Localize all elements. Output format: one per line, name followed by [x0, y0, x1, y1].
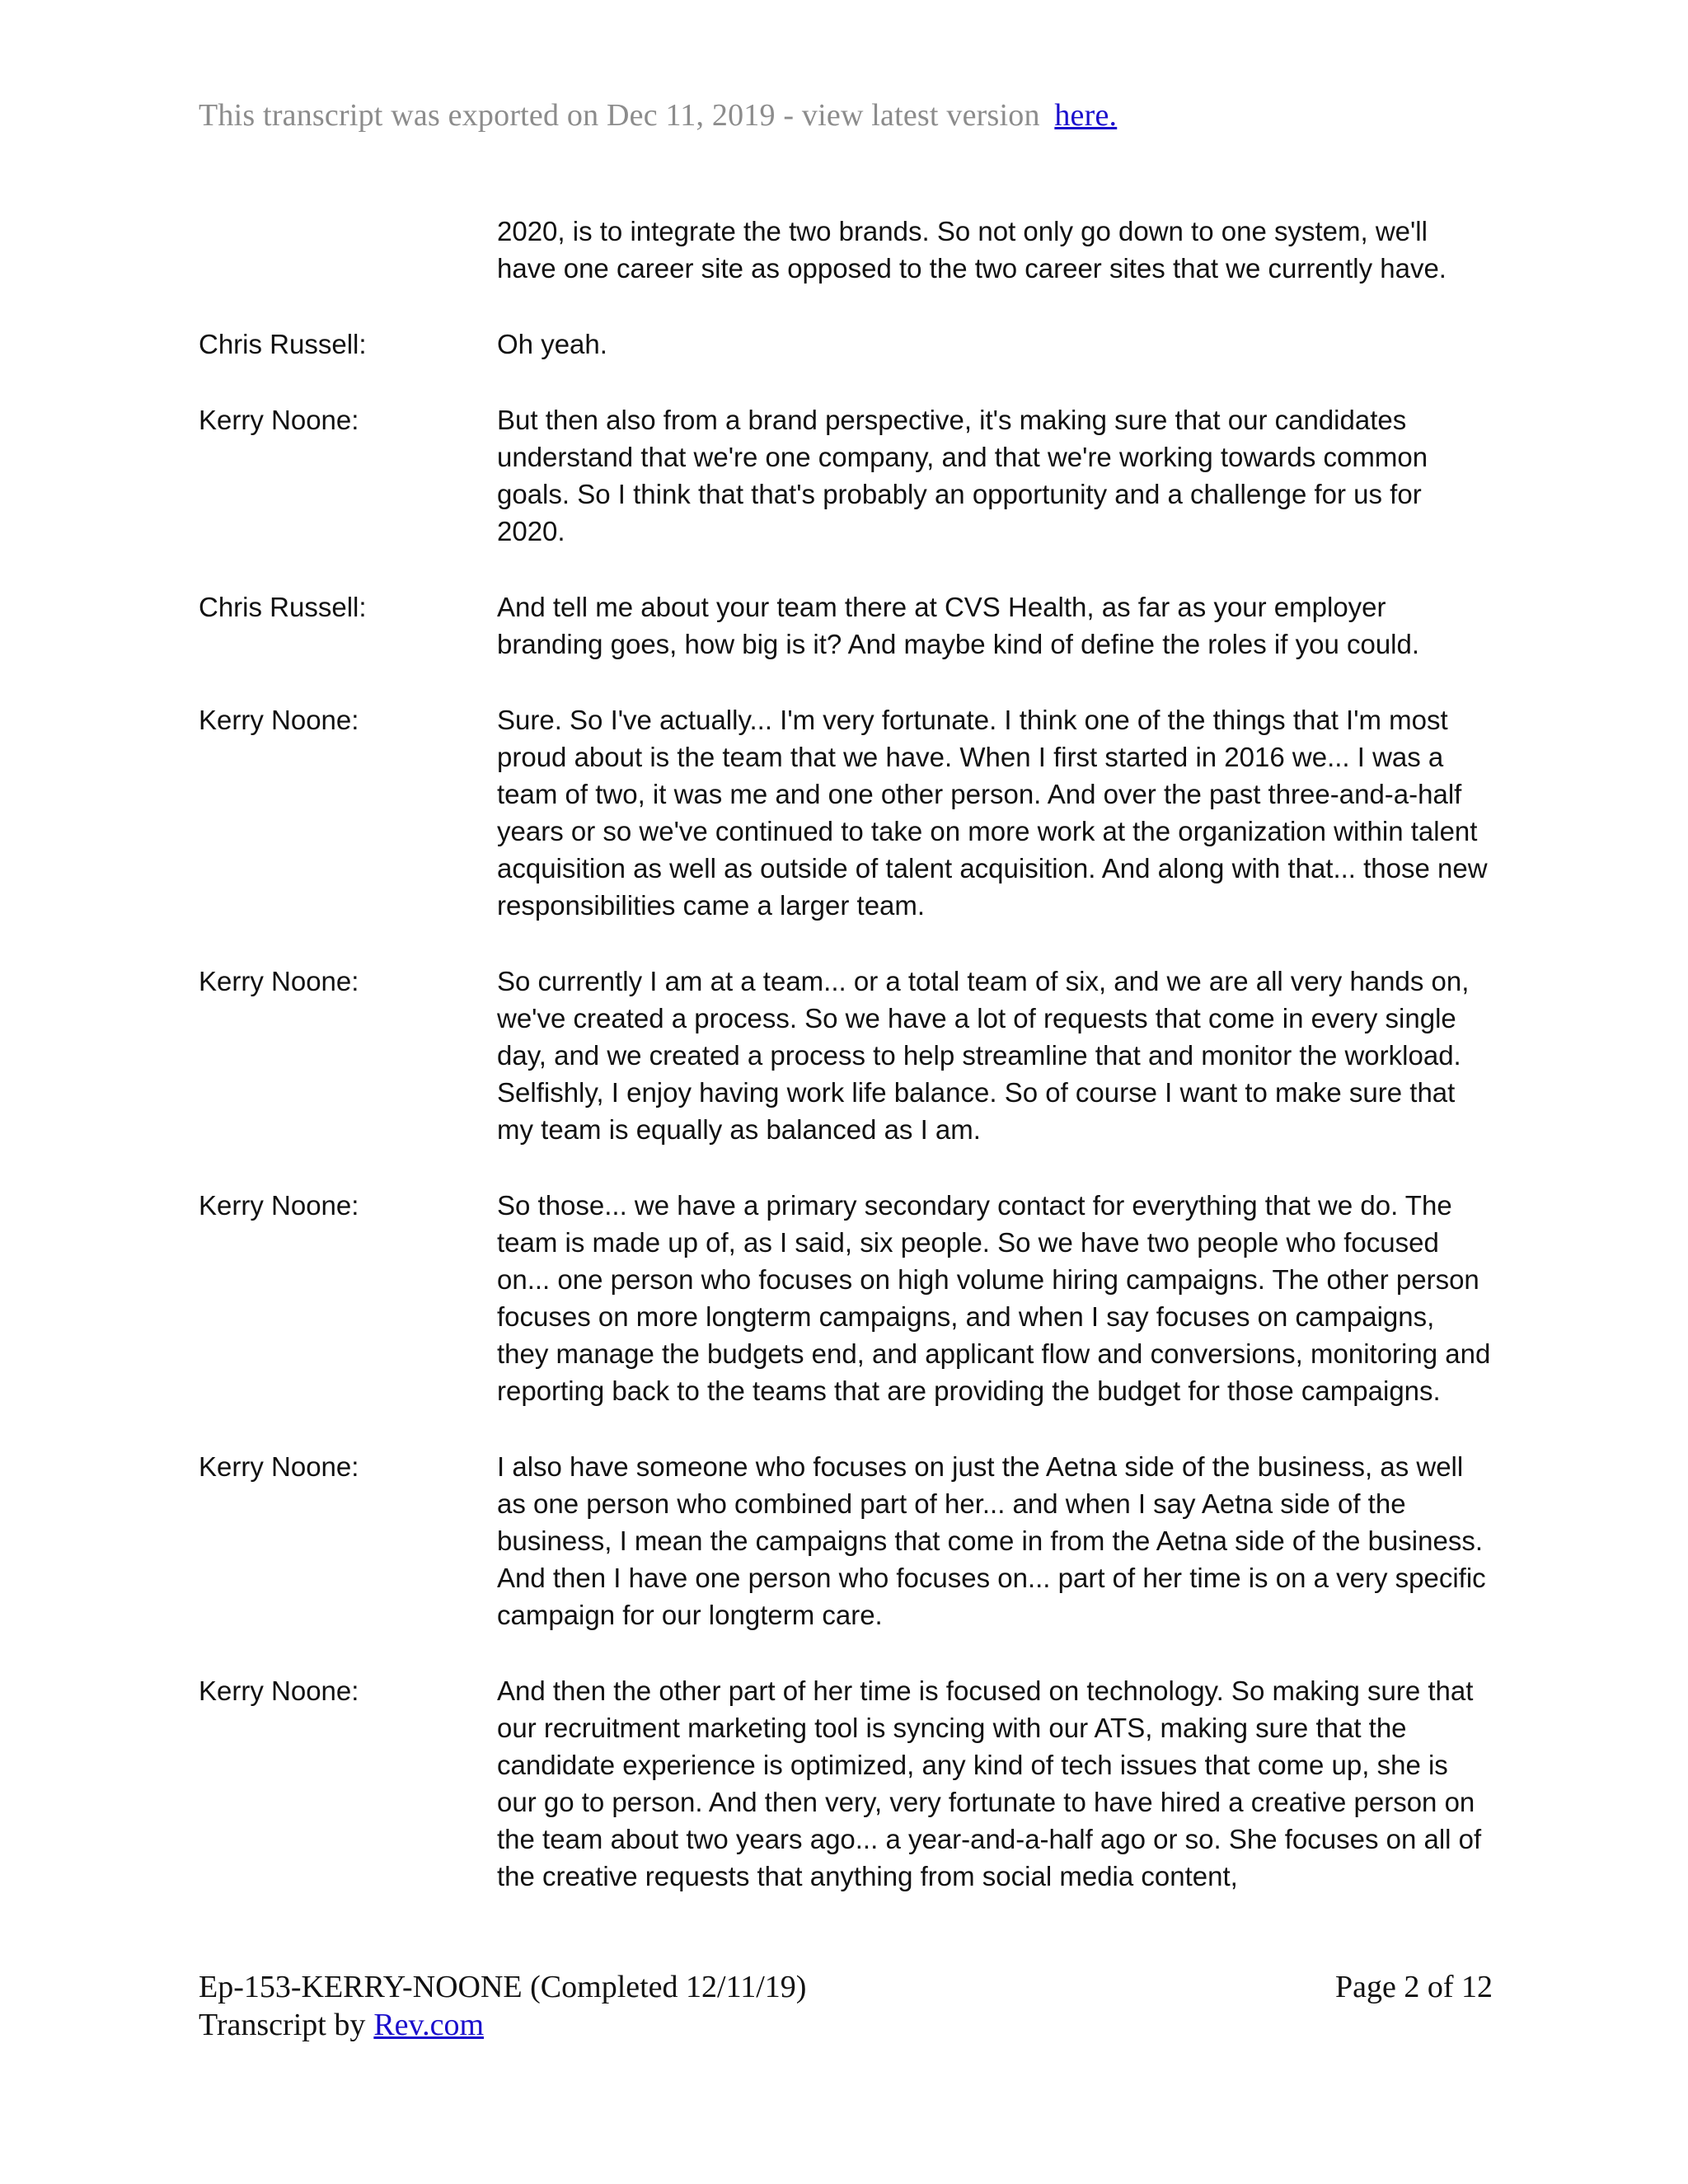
transcript-entry [199, 1187, 1493, 1409]
speech-text: So those... we have a primary secondary contact for everything that we do. The team is made up of, as I said, six people. So we have two people who focused on... one person who focuses on high volume hiring campaigns. The other person focuses on more longterm campaigns, and when I say focuses on campaigns, they manage the budgets end, and applicant flow and conversions, monitoring and reporting back to the teams that are providing the budget for those campaigns. [497, 1190, 1491, 1406]
transcript-credit [199, 2006, 484, 2044]
transcript-entry [199, 1448, 1493, 1633]
speaker-name [199, 213, 497, 287]
transcript-entry [199, 588, 1493, 663]
page-footer [199, 1968, 1493, 2044]
speaker-name: Kerry Noone: [199, 1190, 359, 1221]
transcript-entry [199, 401, 1493, 550]
speech-text: I also have someone who focuses on just the Aetna side of the business, as well as one person who combined part of her... and when I say Aetna side of the business, I mean the campaigns that come in from the Aetna side of the business. And then I have one person who focuses on... part of her time is on a very specific campaign for our longterm care. [497, 1451, 1486, 1630]
speech-text: And tell me about your team there at CVS Health, as far as your employer branding goes, how big is it? And maybe kind of define the roles if you could. [497, 592, 1420, 659]
speaker-name: Kerry Noone: [199, 966, 359, 996]
speaker-name: Kerry Noone: [199, 705, 359, 735]
footer-top-row [199, 1968, 1493, 2006]
transcript-entry [199, 326, 1493, 363]
speaker-name: Kerry Noone: [199, 405, 359, 435]
document-title: Ep-153-KERRY-NOONE (Completed 12/11/19) [199, 1970, 807, 2004]
speech-text: So currently I am at a team... or a total team of six, and we are all very hands on, we've created a process. So we have a lot of requests that come in every single day, and we created a process to help streamline that and monitor the workload. Selfishly, I enjoy having work life balance. So of course I want to make sure that my team is equally as balanced as I am. [497, 966, 1470, 1145]
footer-credit-row [199, 2006, 1493, 2044]
export-notice-text: This transcript was exported on Dec 11, 2019 - view latest version [199, 98, 1040, 133]
page-number: Page 2 of 12 [1334, 1970, 1493, 2004]
speech-text: And then the other part of her time is focused on technology. So making sure that our recruitment marketing tool is syncing with our ATS, making sure that the candidate experience is optimized, any kind of tech issues that come up, she is our go to person. And then very, very fortunate to have hired a creative person on the team about two years ago... a year-and-a-half ago or so. She focuses on all of the creative requests that anything from social media content, [497, 1675, 1482, 1891]
latest-version-link[interactable]: here. [1054, 98, 1118, 133]
rev-link[interactable]: Rev.com [373, 2008, 484, 2042]
speaker-name: Kerry Noone: [199, 1451, 359, 1482]
transcript-entry [199, 213, 1493, 287]
credit-label: Transcript by [199, 2008, 366, 2042]
speech-text: Oh yeah. [497, 329, 607, 359]
transcript-body [199, 213, 1493, 1933]
transcript-entry [199, 963, 1493, 1148]
speech-text: But then also from a brand perspective, it's making sure that our candidates understand that we're one company, and that we're working towards common goals. So I think that that's probably an opportunity and a challenge for us for 2020. [497, 405, 1428, 546]
speech-text: Sure. So I've actually... I'm very fortunate. I think one of the things that I'm most proud about is the team that we have. When I first started in 2016 we... I was a team of two, it was me and one other person. And over the past three-and-a-half years or so we've continued to take on more work at the organization within talent acquisition as well as outside of talent acquisition. And along with that... those new responsibilities came a larger team. [497, 705, 1488, 921]
speaker-name: Chris Russell: [199, 329, 367, 359]
speaker-name: Kerry Noone: [199, 1675, 359, 1706]
transcript-entry [199, 1672, 1493, 1895]
export-notice [199, 97, 1117, 134]
speaker-name: Chris Russell: [199, 592, 367, 622]
speech-text: 2020, is to integrate the two brands. So not only go down to one system, we'll have one career site as opposed to the two career sites that we currently have. [497, 216, 1447, 284]
transcript-entry [199, 701, 1493, 924]
